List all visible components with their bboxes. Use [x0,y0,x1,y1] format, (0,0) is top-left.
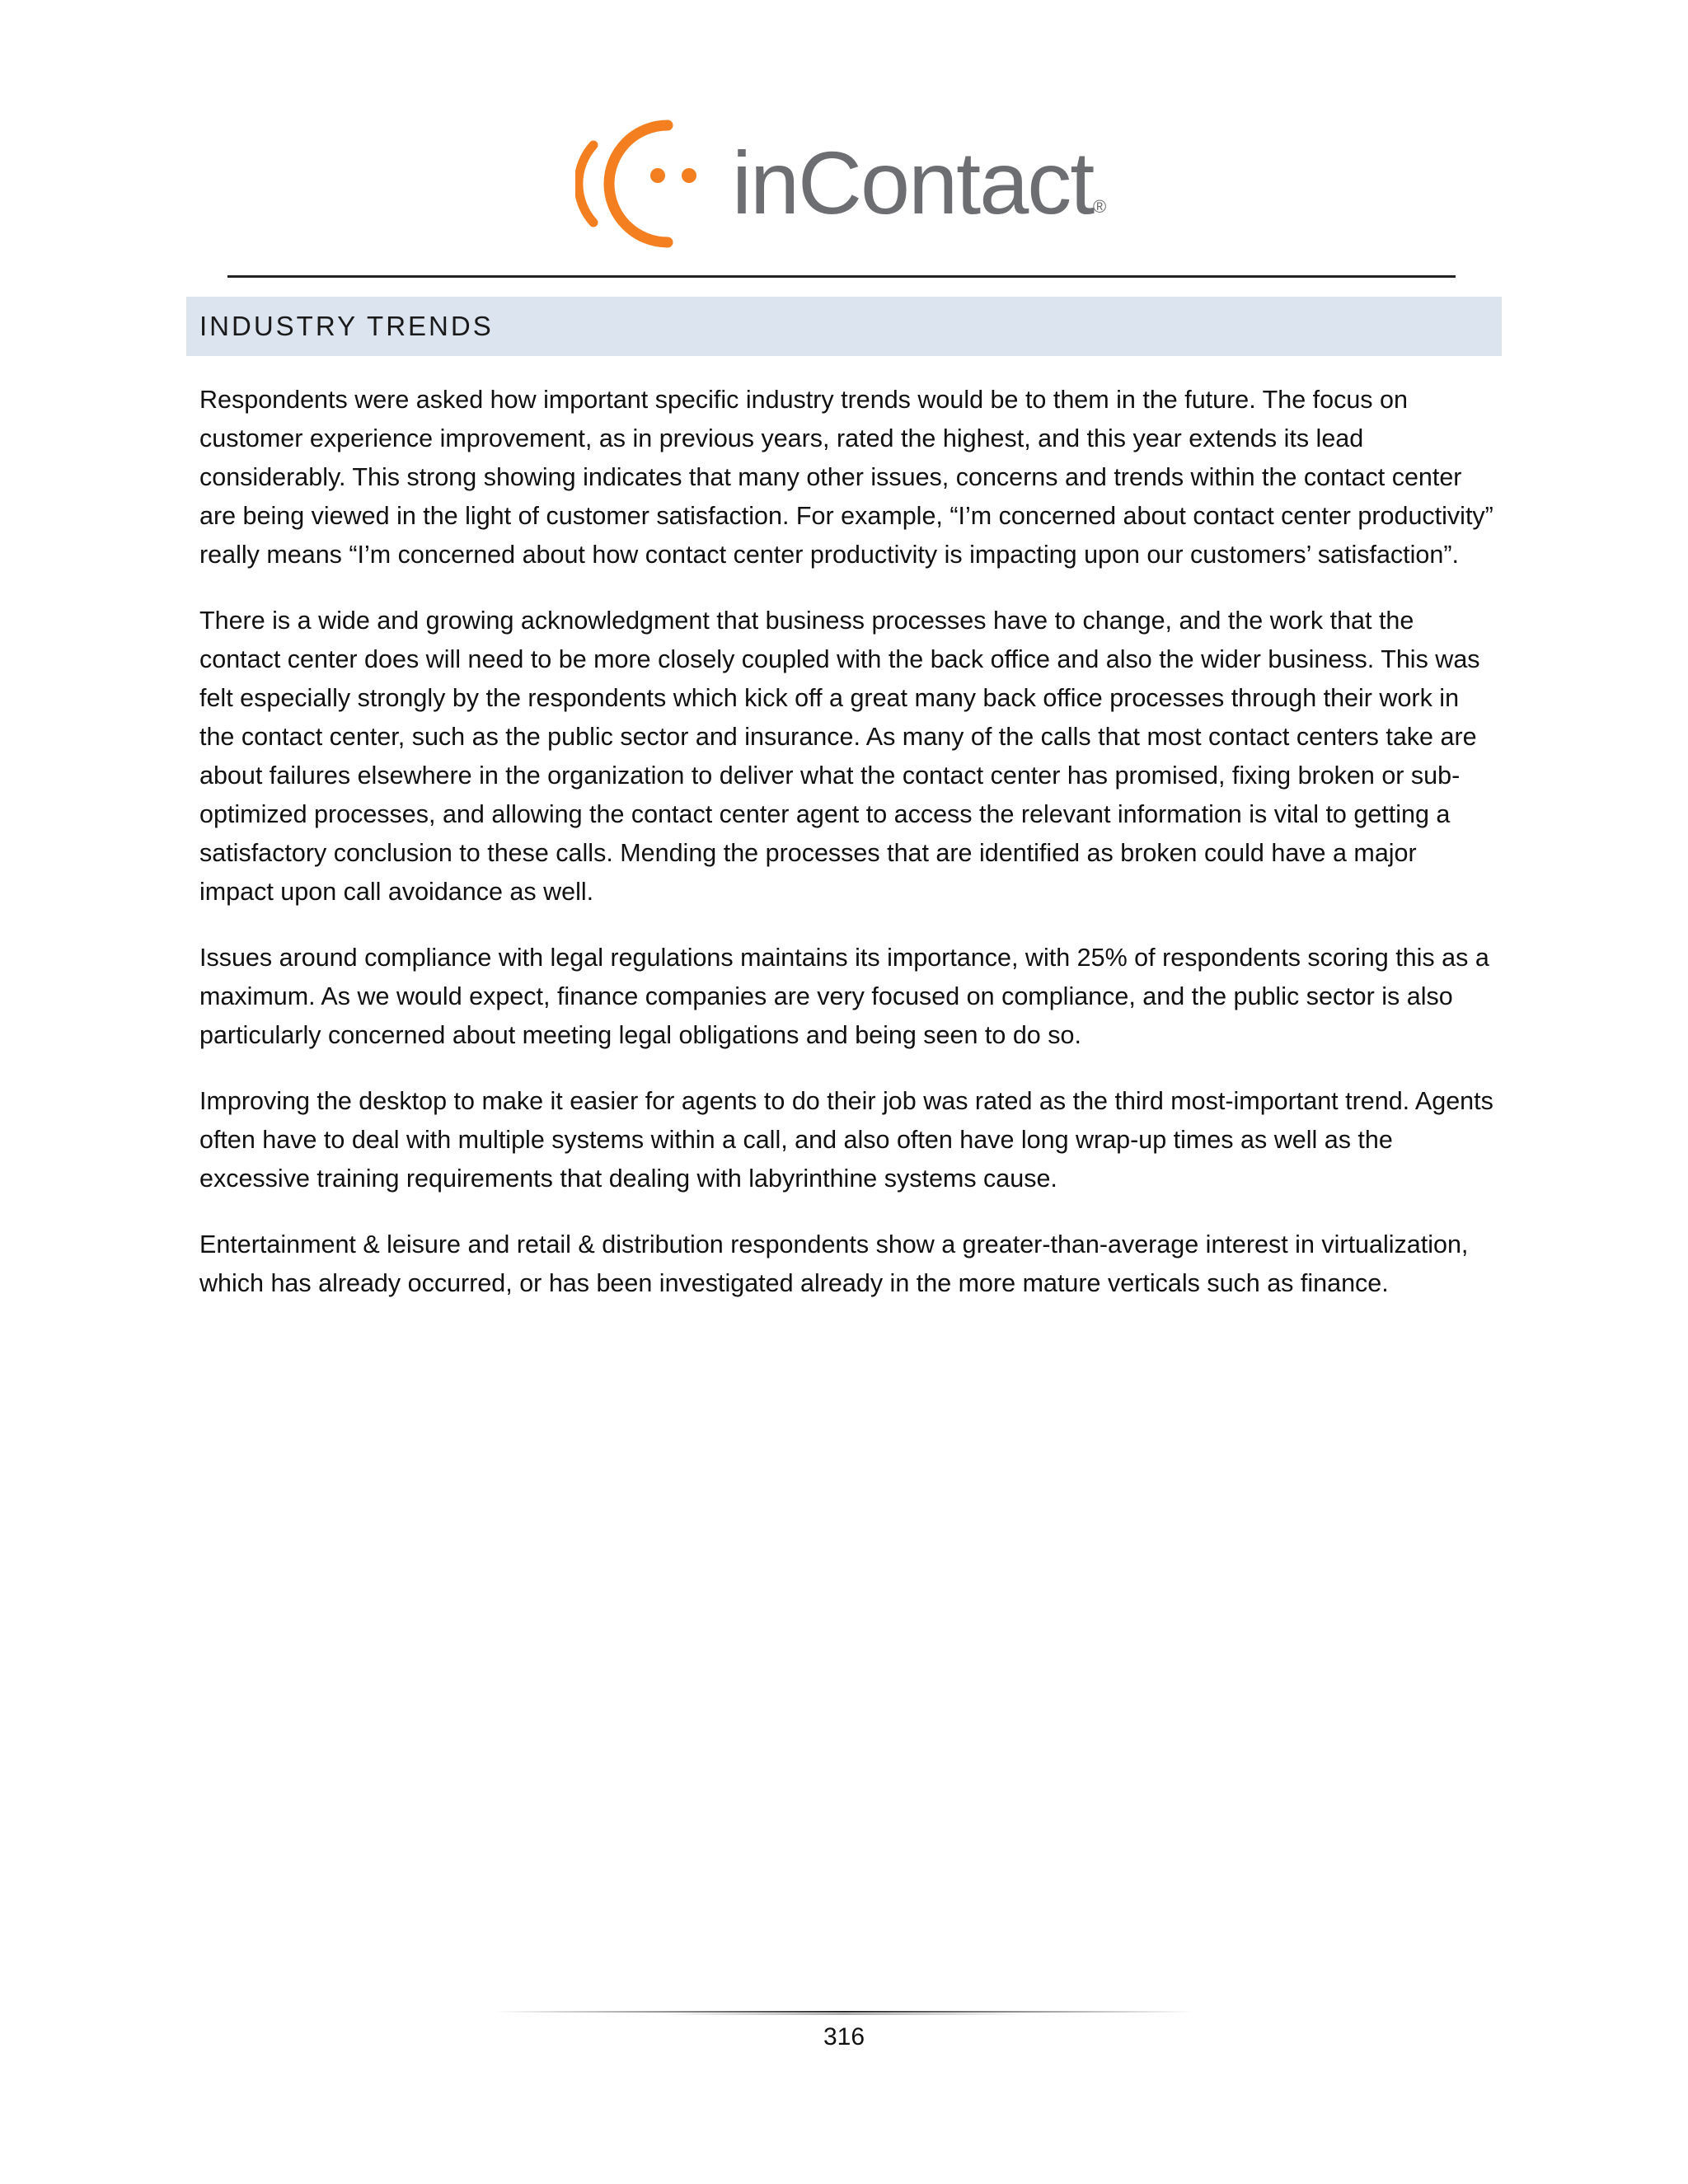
registered-mark: ® [1093,196,1107,217]
logo-wordmark: inContact [732,133,1094,232]
header-divider [227,275,1456,278]
incontact-logo-icon [575,114,724,254]
paragraph: Improving the desktop to make it easier for agents to do their job was rated as the third most-important trend. Agents often have to deal with multiple systems within a call, and also often have long wrap-up times as well as the excessive training requirements that dealing with labyrinthine systems cause. [199,1087,1493,1193]
paragraph: There is a wide and growing acknowledgment that business processes have to change, and the work that the contact center does will need to be more closely coupled with the back office and also the wider business. This was felt especially strongly by the respondents which kick off a great many back office processes through their work in the contact center, such as the public sector and insurance. As many of the calls that most contact centers take are about failures elsewhere in the organization to deliver what the contact center has promised, fixing broken or sub-optimized processes, and allowing the contact center agent to access the relevant information is vital to getting a satisfactory conclusion to these calls. Mending the processes that are identified as broken could have a major impact upon call avoidance as well. [199,607,1480,906]
company-logo [575,114,1119,254]
footer-divider [495,2011,1193,2014]
paragraph: Respondents were asked how important specific industry trends would be to them in the future. The focus on customer experience improvement, as in previous years, rated the highest, and this year extends its lead considerably. This strong showing indicates that many other issues, concerns and trends within the contact center are being viewed in the light of customer satisfaction. For example, “I’m concerned about contact center productivity” really means “I’m concerned about how contact center productivity is impacting upon our customers’ satisfaction”. [199,386,1493,569]
body-text [199,381,1495,1330]
paragraph: Issues around compliance with legal regulations maintains its importance, with 25% of respondents scoring this as a maximum. As we would expect, finance companies are very focused on compliance, and the public sector is also particularly concerned about meeting legal obligations and being seen to do so. [199,944,1489,1049]
section-heading-band [186,297,1502,356]
paragraph: Entertainment & leisure and retail & distribution respondents show a greater-than-average interest in virtualization, which has already occurred, or has been investigated already in the more mature verticals such as finance. [199,1230,1469,1297]
section-title: INDUSTRY TRENDS [199,311,494,341]
page-number: 316 [823,2023,865,2050]
